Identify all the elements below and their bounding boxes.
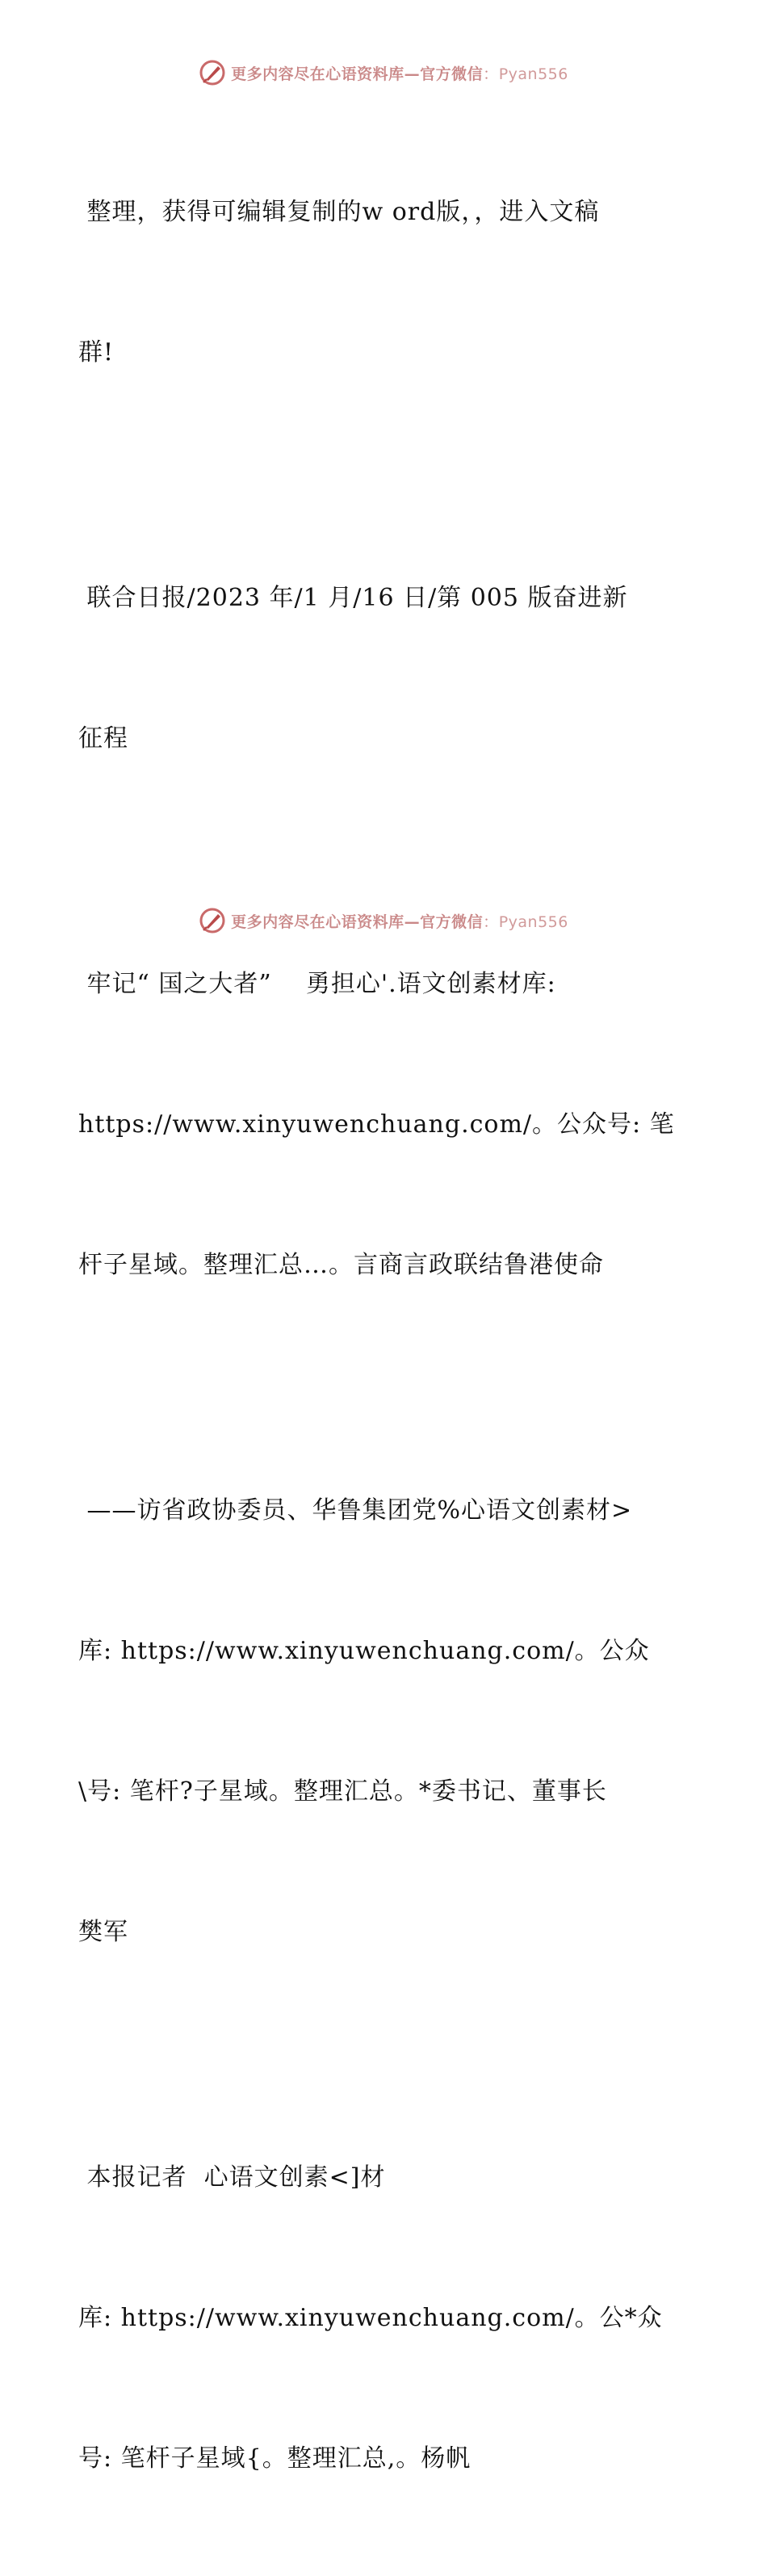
text-line: 征程: [78, 724, 128, 753]
watermark-brand: 更多内容尽在心语资料库—官方微信: [231, 913, 484, 931]
paragraph-source: [78, 481, 692, 856]
header-watermark: [0, 57, 767, 89]
text-line: 库: https://www.xinyuwenchuang.com/。公*众: [78, 2304, 663, 2332]
watermark-separator: ：: [483, 913, 499, 931]
watermark-wechat-id: Pyan556: [498, 65, 568, 83]
text-line: https://www.xinyuwenchuang.com/。公众号: 笔: [78, 1110, 675, 1139]
text-line: 牢记“ 国之大者” 勇担心'.语文创素材库:: [78, 970, 556, 998]
text-line: 库: https://www.xinyuwenchuang.com/。公众: [78, 1637, 650, 1665]
feather-circle-logo-icon: [199, 59, 226, 86]
watermark-text: [231, 910, 568, 932]
text-line: 联合日报/2023 年/1 月/16 日/第 005 版奋进新: [78, 584, 628, 612]
paragraph-byline: [78, 2061, 692, 2576]
watermark-text: [231, 62, 568, 84]
paragraph-title: [78, 867, 692, 1382]
paragraph-intro: [78, 95, 692, 470]
paragraph-subtitle: [78, 1394, 692, 2049]
text-line: 杆子星域。整理汇总…。言商言政联结鲁港使命: [78, 1251, 604, 1279]
text-line: \号: 笔杆?子星域。整理汇总。*委书记、董事长: [78, 1777, 607, 1806]
text-line: 号: 笔杆子星域{。整理汇总,。杨帆: [78, 2444, 472, 2473]
text-line: ——访省政协委员、华鲁集团党%心语文创素材>: [78, 1496, 633, 1525]
watermark-brand: 更多内容尽在心语资料库—官方微信: [231, 65, 484, 83]
feather-circle-logo-icon: [199, 907, 226, 934]
text-line: 樊军: [78, 1918, 128, 1946]
footer-watermark: [0, 904, 767, 937]
watermark-wechat-id: Pyan556: [498, 913, 568, 931]
text-line: 本报记者 心语文创素<]材: [78, 2163, 386, 2192]
text-line: 整理，获得可编辑复制的w ord版，，进入文稿: [78, 198, 600, 226]
document-body: [78, 95, 692, 2576]
text-line: 群!: [78, 338, 115, 367]
watermark-separator: ：: [483, 65, 499, 83]
